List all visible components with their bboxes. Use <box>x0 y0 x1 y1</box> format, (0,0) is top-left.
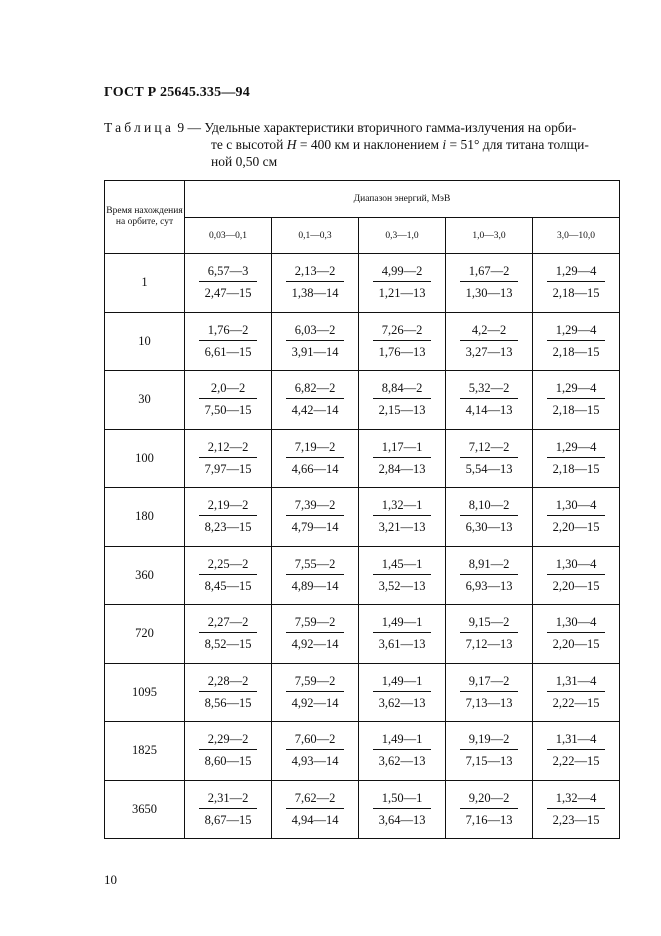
value-cell <box>533 371 620 430</box>
table-row <box>105 371 620 430</box>
denominator: 3,52—13 <box>378 578 426 593</box>
numerator: 9,17—2 <box>460 673 519 692</box>
numerator: 1,17—1 <box>373 439 432 458</box>
value-cell <box>533 488 620 547</box>
numerator: 7,59—2 <box>286 614 345 633</box>
denominator: 7,50—15 <box>204 403 252 418</box>
fraction-value <box>286 673 345 711</box>
time-cell: 1095 <box>105 663 185 722</box>
table-row <box>105 722 620 781</box>
value-cell <box>446 429 533 488</box>
denominator: 7,16—13 <box>465 812 513 827</box>
denominator: 2,18—15 <box>552 344 600 359</box>
value-cell <box>446 605 533 664</box>
value-cell <box>272 663 359 722</box>
denominator: 8,52—15 <box>204 637 252 652</box>
value-cell <box>359 254 446 313</box>
energy-range-subheader: 0,03—0,1 <box>185 218 272 254</box>
denominator: 4,42—14 <box>291 403 339 418</box>
denominator: 2,47—15 <box>204 286 252 301</box>
document-code: ГОСТ Р 25645.335—94 <box>104 85 250 100</box>
numerator: 7,59—2 <box>286 673 345 692</box>
value-cell <box>533 429 620 488</box>
numerator: 6,57—3 <box>199 263 258 282</box>
fraction-value <box>460 439 519 477</box>
value-cell <box>272 254 359 313</box>
value-cell <box>533 722 620 781</box>
fraction-value <box>199 556 258 594</box>
denominator: 4,92—14 <box>291 695 339 710</box>
denominator: 7,15—13 <box>465 754 513 769</box>
fraction-value <box>460 614 519 652</box>
time-cell: 3650 <box>105 780 185 839</box>
value-cell <box>446 780 533 839</box>
time-cell: 10 <box>105 312 185 371</box>
numerator: 5,32—2 <box>460 380 519 399</box>
value-cell <box>272 371 359 430</box>
energy-range-subheader: 0,3—1,0 <box>359 218 446 254</box>
table-row <box>105 488 620 547</box>
denominator: 8,23—15 <box>204 520 252 535</box>
denominator: 3,62—13 <box>378 695 426 710</box>
denominator: 3,21—13 <box>378 520 426 535</box>
denominator: 1,30—13 <box>465 286 513 301</box>
value-cell <box>359 605 446 664</box>
fraction-value <box>460 263 519 301</box>
fraction-value <box>286 380 345 418</box>
fraction-value <box>373 497 432 535</box>
fraction-value <box>373 322 432 360</box>
table-caption <box>104 119 620 170</box>
denominator: 4,94—14 <box>291 812 339 827</box>
value-cell <box>446 254 533 313</box>
fraction-value <box>547 673 606 711</box>
denominator: 4,89—14 <box>291 578 339 593</box>
energy-range-subheader: 3,0—10,0 <box>533 218 620 254</box>
numerator: 9,20—2 <box>460 790 519 809</box>
numerator: 1,30—4 <box>547 556 606 575</box>
value-cell <box>446 722 533 781</box>
denominator: 2,22—15 <box>552 754 600 769</box>
fraction-value <box>199 497 258 535</box>
numerator: 2,25—2 <box>199 556 258 575</box>
table-row <box>105 254 620 313</box>
value-cell <box>533 312 620 371</box>
value-cell <box>185 312 272 371</box>
value-cell <box>272 312 359 371</box>
table-row <box>105 605 620 664</box>
numerator: 1,49—1 <box>373 673 432 692</box>
denominator: 4,79—14 <box>291 520 339 535</box>
denominator: 2,18—15 <box>552 461 600 476</box>
numerator: 7,55—2 <box>286 556 345 575</box>
fraction-value <box>547 731 606 769</box>
fraction-value <box>286 497 345 535</box>
denominator: 3,62—13 <box>378 754 426 769</box>
numerator: 1,29—4 <box>547 380 606 399</box>
energy-range-subheader: 0,1—0,3 <box>272 218 359 254</box>
energy-range-header: Диапазон энергий, МэВ <box>185 181 620 218</box>
caption-line1: — Удельные характеристики вторичного гамма-излучения на орби- <box>187 120 577 135</box>
fraction-value <box>373 439 432 477</box>
numerator: 2,31—2 <box>199 790 258 809</box>
numerator: 1,67—2 <box>460 263 519 282</box>
fraction-value <box>199 263 258 301</box>
numerator: 7,60—2 <box>286 731 345 750</box>
fraction-value <box>547 614 606 652</box>
numerator: 7,19—2 <box>286 439 345 458</box>
fraction-value <box>286 322 345 360</box>
time-cell: 1825 <box>105 722 185 781</box>
value-cell <box>359 312 446 371</box>
time-column-header: Время нахождения на орбите, сут <box>105 181 185 254</box>
fraction-value <box>286 439 345 477</box>
value-cell <box>359 546 446 605</box>
time-cell: 360 <box>105 546 185 605</box>
time-cell: 720 <box>105 605 185 664</box>
fraction-value <box>460 322 519 360</box>
value-cell <box>185 780 272 839</box>
fraction-value <box>199 731 258 769</box>
denominator: 8,56—15 <box>204 695 252 710</box>
fraction-value <box>286 731 345 769</box>
fraction-value <box>547 263 606 301</box>
value-cell <box>446 663 533 722</box>
denominator: 2,84—13 <box>378 461 426 476</box>
denominator: 7,97—15 <box>204 461 252 476</box>
fraction-value <box>199 790 258 828</box>
value-cell <box>272 722 359 781</box>
time-cell: 1 <box>105 254 185 313</box>
page-number: 10 <box>104 872 117 887</box>
fraction-value <box>373 673 432 711</box>
fraction-value <box>199 439 258 477</box>
value-cell <box>185 488 272 547</box>
numerator: 4,2—2 <box>460 322 519 341</box>
denominator: 8,60—15 <box>204 754 252 769</box>
fraction-value <box>286 263 345 301</box>
numerator: 6,82—2 <box>286 380 345 399</box>
fraction-value <box>547 556 606 594</box>
denominator: 4,92—14 <box>291 637 339 652</box>
numerator: 2,0—2 <box>199 380 258 399</box>
numerator: 1,31—4 <box>547 673 606 692</box>
denominator: 2,23—15 <box>552 812 600 827</box>
numerator: 6,03—2 <box>286 322 345 341</box>
denominator: 4,93—14 <box>291 754 339 769</box>
fraction-value <box>460 556 519 594</box>
denominator: 1,38—14 <box>291 286 339 301</box>
fraction-value <box>373 790 432 828</box>
table-row <box>105 780 620 839</box>
value-cell <box>272 488 359 547</box>
fraction-value <box>547 380 606 418</box>
caption-number: 9 <box>177 120 185 135</box>
fraction-value <box>373 556 432 594</box>
value-cell <box>359 780 446 839</box>
denominator: 6,93—13 <box>465 578 513 593</box>
numerator: 1,45—1 <box>373 556 432 575</box>
fraction-value <box>460 790 519 828</box>
numerator: 1,30—4 <box>547 497 606 516</box>
denominator: 2,22—15 <box>552 695 600 710</box>
denominator: 5,54—13 <box>465 461 513 476</box>
numerator: 8,91—2 <box>460 556 519 575</box>
time-cell: 30 <box>105 371 185 430</box>
numerator: 1,49—1 <box>373 614 432 633</box>
value-cell <box>272 546 359 605</box>
numerator: 1,50—1 <box>373 790 432 809</box>
value-cell <box>533 663 620 722</box>
fraction-value <box>286 556 345 594</box>
value-cell <box>185 546 272 605</box>
denominator: 2,20—15 <box>552 637 600 652</box>
time-cell: 180 <box>105 488 185 547</box>
table-row <box>105 312 620 371</box>
value-cell <box>533 780 620 839</box>
value-cell <box>359 722 446 781</box>
numerator: 1,32—4 <box>547 790 606 809</box>
fraction-value <box>460 380 519 418</box>
value-cell <box>359 488 446 547</box>
table-row <box>105 546 620 605</box>
numerator: 7,12—2 <box>460 439 519 458</box>
numerator: 2,29—2 <box>199 731 258 750</box>
denominator: 2,20—15 <box>552 520 600 535</box>
time-cell: 100 <box>105 429 185 488</box>
denominator: 2,15—13 <box>378 403 426 418</box>
fraction-value <box>286 790 345 828</box>
value-cell <box>272 429 359 488</box>
value-cell <box>185 605 272 664</box>
value-cell <box>533 605 620 664</box>
numerator: 2,27—2 <box>199 614 258 633</box>
fraction-value <box>373 731 432 769</box>
numerator: 1,32—1 <box>373 497 432 516</box>
numerator: 9,15—2 <box>460 614 519 633</box>
caption-label: Таблица <box>104 120 175 135</box>
value-cell <box>446 546 533 605</box>
value-cell <box>359 429 446 488</box>
fraction-value <box>460 673 519 711</box>
denominator: 2,18—15 <box>552 286 600 301</box>
table-row <box>105 663 620 722</box>
numerator: 2,12—2 <box>199 439 258 458</box>
numerator: 1,29—4 <box>547 439 606 458</box>
fraction-value <box>547 497 606 535</box>
denominator: 7,13—13 <box>465 695 513 710</box>
fraction-value <box>199 322 258 360</box>
denominator: 4,66—14 <box>291 461 339 476</box>
value-cell <box>185 663 272 722</box>
fraction-value <box>460 731 519 769</box>
value-cell <box>272 780 359 839</box>
numerator: 2,19—2 <box>199 497 258 516</box>
numerator: 1,29—4 <box>547 263 606 282</box>
numerator: 1,29—4 <box>547 322 606 341</box>
fraction-value <box>373 614 432 652</box>
denominator: 8,45—15 <box>204 578 252 593</box>
caption-line2: те с высотой H = 400 км и наклонением i = 51° для титана толщи- <box>211 137 589 152</box>
value-cell <box>185 722 272 781</box>
numerator: 1,76—2 <box>199 322 258 341</box>
numerator: 7,39—2 <box>286 497 345 516</box>
numerator: 9,19—2 <box>460 731 519 750</box>
fraction-value <box>199 380 258 418</box>
fraction-value <box>373 263 432 301</box>
denominator: 2,20—15 <box>552 578 600 593</box>
fraction-value <box>199 614 258 652</box>
numerator: 8,84—2 <box>373 380 432 399</box>
fraction-value <box>373 380 432 418</box>
numerator: 8,10—2 <box>460 497 519 516</box>
fraction-value <box>547 790 606 828</box>
value-cell <box>446 371 533 430</box>
value-cell <box>446 312 533 371</box>
numerator: 4,99—2 <box>373 263 432 282</box>
value-cell <box>185 429 272 488</box>
fraction-value <box>547 439 606 477</box>
value-cell <box>359 663 446 722</box>
table-row <box>105 429 620 488</box>
value-cell <box>446 488 533 547</box>
denominator: 3,91—14 <box>291 344 339 359</box>
numerator: 2,28—2 <box>199 673 258 692</box>
value-cell <box>533 546 620 605</box>
value-cell <box>185 371 272 430</box>
fraction-value <box>460 497 519 535</box>
fraction-value <box>547 322 606 360</box>
numerator: 2,13—2 <box>286 263 345 282</box>
numerator: 7,62—2 <box>286 790 345 809</box>
denominator: 1,76—13 <box>378 344 426 359</box>
numerator: 1,49—1 <box>373 731 432 750</box>
denominator: 8,67—15 <box>204 812 252 827</box>
value-cell <box>185 254 272 313</box>
numerator: 1,30—4 <box>547 614 606 633</box>
value-cell <box>533 254 620 313</box>
energy-range-subheader: 1,0—3,0 <box>446 218 533 254</box>
denominator: 3,64—13 <box>378 812 426 827</box>
fraction-value <box>286 614 345 652</box>
numerator: 7,26—2 <box>373 322 432 341</box>
denominator: 4,14—13 <box>465 403 513 418</box>
denominator: 3,27—13 <box>465 344 513 359</box>
denominator: 7,12—13 <box>465 637 513 652</box>
denominator: 2,18—15 <box>552 403 600 418</box>
value-cell <box>359 371 446 430</box>
denominator: 3,61—13 <box>378 637 426 652</box>
value-cell <box>272 605 359 664</box>
numerator: 1,31—4 <box>547 731 606 750</box>
denominator: 6,30—13 <box>465 520 513 535</box>
caption-line3: ной 0,50 см <box>211 154 278 169</box>
denominator: 6,61—15 <box>204 344 252 359</box>
denominator: 1,21—13 <box>378 286 426 301</box>
fraction-value <box>199 673 258 711</box>
gamma-radiation-table <box>104 180 620 839</box>
